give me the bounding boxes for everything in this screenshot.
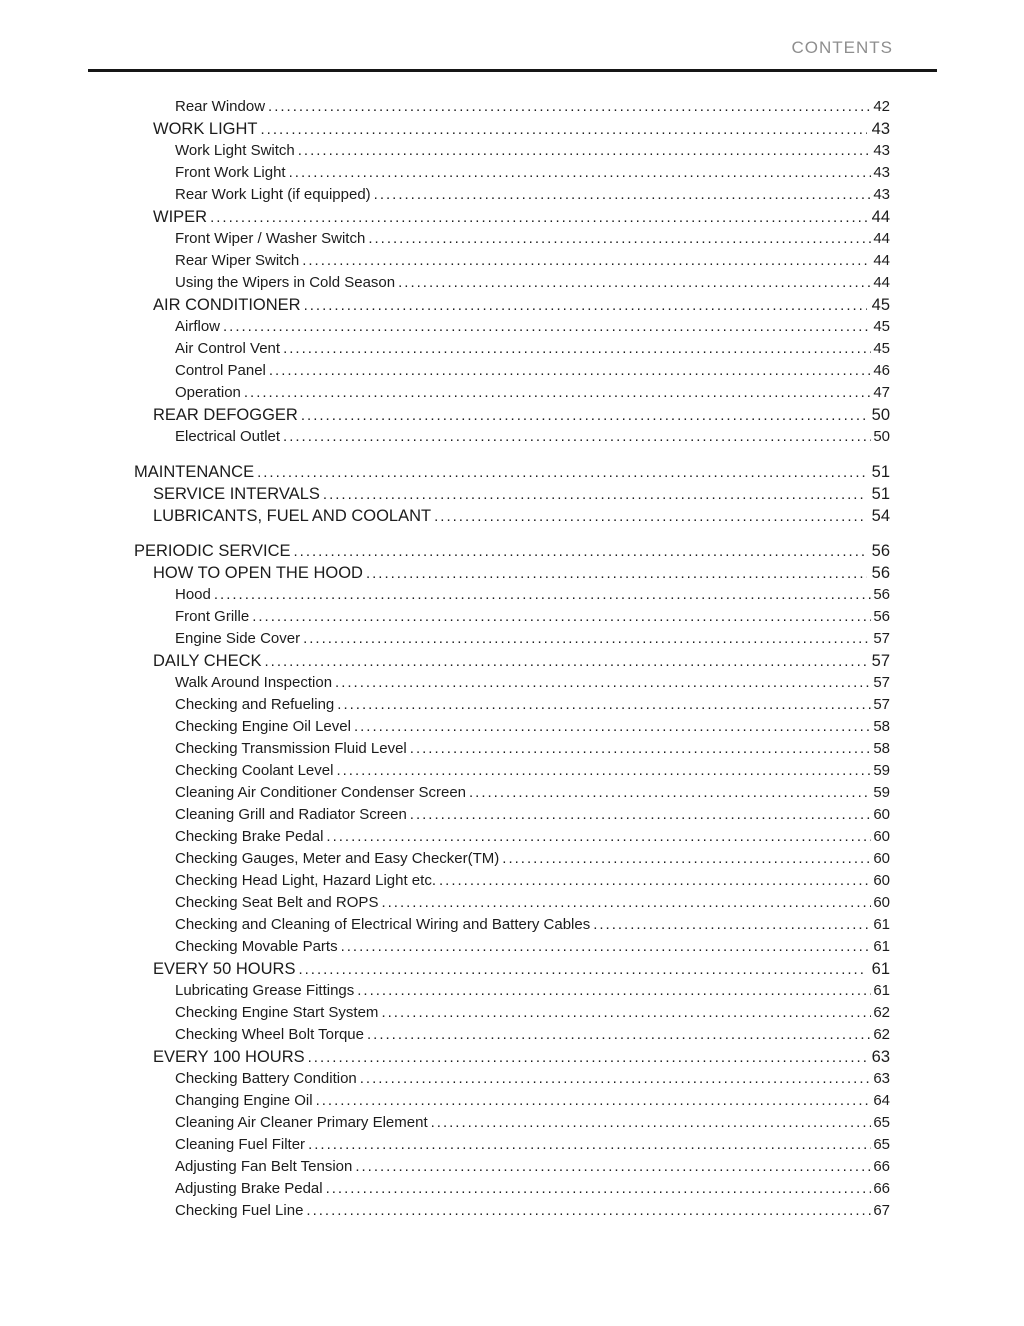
dot-leader [298,140,872,162]
toc-entry-page: 57 [873,696,890,713]
dot-leader [293,540,866,563]
toc-entry-page: 44 [873,274,890,291]
toc-entry [153,958,890,980]
toc-entry-page: 60 [873,872,890,889]
dot-leader [302,250,871,272]
toc-entry-label: Cleaning Air Conditioner Condenser Screen [175,784,467,801]
dot-leader [265,650,867,673]
toc-entry-label: Walk Around Inspection [175,674,333,691]
toc-entry-page: 61 [873,916,890,933]
toc-entry-page: 43 [871,120,890,138]
dot-leader [326,1178,872,1200]
toc-entry-label: WORK LIGHT [153,120,258,138]
toc-entry [175,228,890,250]
toc-entry-label: Rear Work Light (if equipped) [175,186,371,203]
toc-list [0,96,890,1222]
dot-leader [306,1200,871,1222]
toc-entry-page: 56 [871,542,890,560]
toc-entry-page: 51 [871,485,890,503]
toc-entry [175,892,890,914]
toc-entry-label: Rear Wiper Switch [175,252,300,269]
dot-leader [410,804,872,826]
toc-entry [153,206,890,228]
toc-entry [175,980,890,1002]
toc-entry-label: Checking Transmission Fluid Level [175,740,407,757]
toc-entry [175,316,890,338]
dot-leader [283,338,871,360]
toc-entry [175,672,890,694]
toc-entry [175,140,890,162]
toc-entry-label: REAR DEFOGGER [153,406,298,424]
toc-entry [175,804,890,826]
dot-leader [368,228,871,250]
dot-leader [374,184,872,206]
toc-entry-page: 45 [873,318,890,335]
toc-entry [175,870,890,892]
toc-entry [175,1090,890,1112]
toc-entry-page: 45 [873,340,890,357]
dot-leader [301,404,867,427]
toc-entry-label: LUBRICANTS, FUEL AND COOLANT [153,507,432,525]
dot-leader [283,426,871,448]
toc-entry-page: 44 [871,208,890,226]
toc-entry-label: Checking Seat Belt and ROPS [175,894,379,911]
toc-entry-label: Adjusting Fan Belt Tension [175,1158,353,1175]
toc-entry-label: Checking Movable Parts [175,938,338,955]
dot-leader [261,118,867,141]
toc-entry-label: EVERY 50 HOURS [153,960,296,978]
toc-entry-label: Using the Wipers in Cold Season [175,274,396,291]
toc-entry-page: 46 [873,362,890,379]
dot-leader [354,716,871,738]
toc-entry [175,1002,890,1024]
toc-entry-page: 60 [873,828,890,845]
toc-entry-page: 50 [871,406,890,424]
toc-entry-label: SERVICE INTERVALS [153,485,320,503]
toc-entry-label: Checking Fuel Line [175,1202,304,1219]
toc-entry-page: 59 [873,784,890,801]
dot-leader [593,914,871,936]
toc-entry-label: Checking Engine Oil Level [175,718,351,735]
dot-leader [323,483,867,506]
toc-entry-page: 57 [871,652,890,670]
toc-entry [175,382,890,404]
toc-entry [175,760,890,782]
toc-entry-label: AIR CONDITIONER [153,296,301,314]
toc-entry [175,936,890,958]
toc-entry-label: Checking Coolant Level [175,762,334,779]
dot-leader [289,162,872,184]
toc-entry-page: 56 [873,608,890,625]
toc-entry [153,404,890,426]
toc-entry [175,848,890,870]
toc-entry-page: 57 [873,674,890,691]
dot-leader [366,562,867,585]
toc-entry-label: Engine Side Cover [175,630,301,647]
dot-leader [381,1002,871,1024]
dot-leader [398,272,871,294]
toc-entry-label: PERIODIC SERVICE [134,542,291,560]
dot-leader [308,1134,871,1156]
toc-entry-page: 63 [873,1070,890,1087]
toc-entry [153,1046,890,1068]
toc-entry [175,606,890,628]
toc-entry [134,461,890,483]
dot-leader [355,1156,871,1178]
toc-entry [153,118,890,140]
toc-entry [175,1024,890,1046]
toc-entry-page: 44 [873,230,890,247]
toc-entry-label: Cleaning Grill and Radiator Screen [175,806,407,823]
toc-entry [175,1178,890,1200]
toc-entry-label: MAINTENANCE [134,463,255,481]
toc-entry-page: 56 [871,564,890,582]
toc-entry [175,1068,890,1090]
toc-entry-label: Checking and Refueling [175,696,335,713]
toc-entry-label: Checking Gauges, Meter and Easy Checker(TM) [175,850,500,867]
dot-leader [214,584,871,606]
dot-leader [367,1024,871,1046]
dot-leader [335,672,871,694]
toc-entry [175,360,890,382]
toc-entry-label: Checking Engine Start System [175,1004,379,1021]
toc-entry-page: 65 [873,1114,890,1131]
dot-leader [244,382,871,404]
toc-entry-label: Checking Head Light, Hazard Light etc. [175,872,436,889]
dot-leader [298,958,866,981]
toc-entry-page: 43 [873,142,890,159]
dot-leader [410,738,872,760]
header-rule [88,69,937,72]
dot-leader [336,760,871,782]
toc-entry [175,782,890,804]
dot-leader [269,360,871,382]
toc-entry-label: Electrical Outlet [175,428,281,445]
toc-entry-label: HOW TO OPEN THE HOOD [153,564,363,582]
toc-entry-page: 45 [871,296,890,314]
toc-entry-page: 51 [871,463,890,481]
toc-entry-label: Checking Wheel Bolt Torque [175,1026,364,1043]
toc-entry-page: 43 [873,186,890,203]
dot-leader [223,316,871,338]
dot-leader [337,694,871,716]
toc-entry [175,250,890,272]
toc-entry [153,562,890,584]
toc-entry-label: Operation [175,384,241,401]
toc-entry-label: Work Light Switch [175,142,295,159]
toc-entry-page: 54 [871,507,890,525]
toc-entry-label: Rear Window [175,98,266,115]
toc-entry-page: 60 [873,806,890,823]
toc-entry [175,1156,890,1178]
toc-entry [175,1112,890,1134]
dot-leader [502,848,871,870]
toc-entry-page: 59 [873,762,890,779]
toc-entry [175,628,890,650]
toc-entry-label: Front Wiper / Washer Switch [175,230,366,247]
toc-entry-label: Lubricating Grease Fittings [175,982,355,999]
toc-entry-page: 42 [873,98,890,115]
toc-entry-label: Front Grille [175,608,250,625]
toc-entry [175,914,890,936]
dot-leader [434,505,867,528]
toc-entry-page: 64 [873,1092,890,1109]
toc-entry-label: Checking and Cleaning of Electrical Wiring and Battery Cables [175,916,591,933]
toc-entry [175,716,890,738]
toc-entry-page: 44 [873,252,890,269]
toc-entry-page: 63 [871,1048,890,1066]
toc-entry [175,584,890,606]
dot-leader [304,294,867,317]
toc-entry [175,694,890,716]
dot-leader [210,206,867,229]
toc-entry [153,483,890,505]
toc-entry-page: 65 [873,1136,890,1153]
toc-entry-label: Front Work Light [175,164,286,181]
toc-entry-page: 58 [873,718,890,735]
toc-entry [175,1134,890,1156]
toc-entry-label: Airflow [175,318,221,335]
toc-entry-page: 61 [873,938,890,955]
toc-entry-label: Control Panel [175,362,266,379]
toc-entry [175,96,890,118]
dot-leader [439,870,871,892]
toc-entry-page: 66 [873,1180,890,1197]
toc-entry-label: Air Control Vent [175,340,281,357]
dot-leader [252,606,871,628]
toc-entry-page: 62 [873,1004,890,1021]
dot-leader [268,96,871,118]
dot-leader [303,628,871,650]
toc-entry-page: 58 [873,740,890,757]
dot-leader [360,1068,872,1090]
toc-entry-page: 50 [873,428,890,445]
dot-leader [308,1046,867,1069]
toc-entry-label: Adjusting Brake Pedal [175,1180,323,1197]
toc-entry [153,294,890,316]
toc-entry [153,505,890,527]
toc-entry-label: Checking Brake Pedal [175,828,324,845]
toc-entry [153,650,890,672]
toc-entry-page: 56 [873,586,890,603]
toc-entry [175,272,890,294]
toc-entry-label: Checking Battery Condition [175,1070,357,1087]
dot-leader [357,980,871,1002]
toc-entry [134,540,890,562]
toc-entry-page: 61 [873,982,890,999]
toc-entry-page: 66 [873,1158,890,1175]
dot-leader [341,936,872,958]
toc-entry [175,184,890,206]
dot-leader [257,461,867,484]
toc-entry-label: Cleaning Air Cleaner Primary Element [175,1114,428,1131]
dot-leader [326,826,871,848]
dot-leader [381,892,871,914]
toc-entry-page: 43 [873,164,890,181]
toc-entry-label: Changing Engine Oil [175,1092,313,1109]
toc-entry [175,162,890,184]
dot-leader [431,1112,872,1134]
toc-entry-page: 62 [873,1026,890,1043]
page-header-title: CONTENTS [791,38,893,57]
toc-entry [175,426,890,448]
dot-leader [469,782,871,804]
toc-entry-page: 60 [873,850,890,867]
dot-leader [316,1090,872,1112]
toc-entry-label: EVERY 100 HOURS [153,1048,305,1066]
toc-entry-label: WIPER [153,208,208,226]
toc-entry [175,338,890,360]
toc-entry-page: 57 [873,630,890,647]
toc-entry-label: DAILY CHECK [153,652,262,670]
toc-entry [175,1200,890,1222]
toc-entry-page: 67 [873,1202,890,1219]
toc-entry-page: 60 [873,894,890,911]
toc-entry [175,738,890,760]
toc-entry-page: 47 [873,384,890,401]
toc-entry-label: Cleaning Fuel Filter [175,1136,306,1153]
toc-entry-label: Hood [175,586,211,603]
toc-entry-page: 61 [871,960,890,978]
toc-entry [175,826,890,848]
